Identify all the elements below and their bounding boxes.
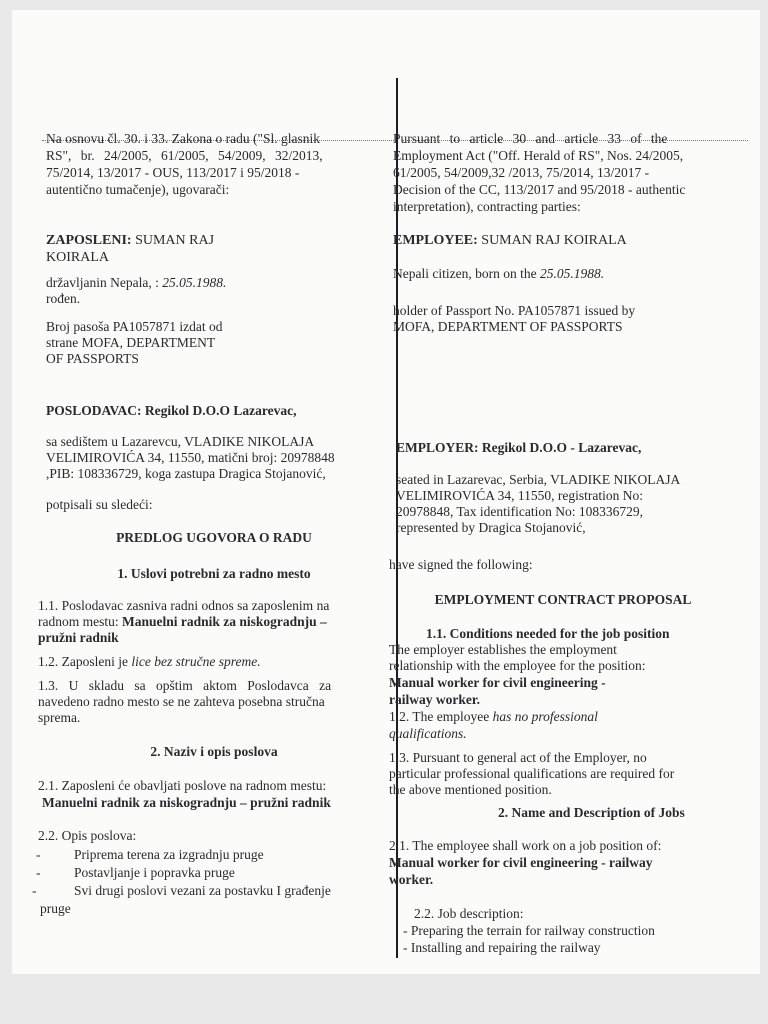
left-employer-address-3: ,PIB: 108336729, koga zastupa Dragica Stojanović, (46, 466, 326, 481)
right-s1-3-line-2: particular professional qualifications are required for (389, 766, 675, 781)
left-citizen-prefix: državljanin Nepala, : (46, 275, 163, 290)
left-s1-2-italic: lice bez stručne spreme. (131, 654, 261, 669)
left-birth-date: 25.05.1988. (162, 275, 227, 290)
left-employee-heading (46, 233, 214, 249)
right-s1-3-line-1: 1.3. Pursuant to general act of the Employer, no (389, 750, 647, 765)
left-employer-label: POSLODAVAC: Regikol D.O.O Lazarevac, (46, 403, 297, 418)
left-preamble-line-2: RS", br. 24/2005, 61/2005, 54/2009, 32/2013, (46, 148, 323, 163)
left-task-dash-3: - (32, 883, 37, 898)
right-section-2-title: 2. Name and Description of Jobs (498, 805, 685, 820)
right-employer-label: EMPLOYER: Regikol D.O.O - Lazarevac, (396, 440, 642, 455)
right-s2-1: 2.1. The employee shall work on a job position of: (389, 838, 662, 853)
left-s1-2-prefix: 1.2. Zaposleni je (38, 654, 132, 669)
left-s1-3-line-2: navedeno radno mesto se ne zahteva posebna stručna (38, 694, 325, 709)
left-s1-2 (38, 654, 261, 670)
left-signed: potpisali su sledeći: (46, 497, 153, 512)
right-contract-title: EMPLOYMENT CONTRACT PROPOSAL (434, 592, 692, 607)
left-s2-1-job: Manuelni radnik za niskogradnju – pružni radnik (42, 795, 331, 810)
right-s2-2: 2.2. Job description: (414, 906, 524, 921)
right-birth-date: 25.05.1988. (539, 266, 605, 281)
right-s1-2 (389, 709, 598, 725)
right-preamble-line-3: 61/2005, 54/2009,32 /2013, 75/2014, 13/2017 - (393, 165, 650, 180)
left-citizen-line (46, 275, 226, 291)
right-s1-1-job-1: Manual worker for civil engineering - (389, 675, 606, 690)
left-s1-1-line-2 (38, 614, 327, 630)
left-passport-line-3: OF PASSPORTS (46, 351, 139, 366)
left-s1-1-prefix: radnom mestu: (38, 614, 122, 629)
left-s1-1-job: Manuelni radnik za niskogradnju – (122, 614, 327, 629)
left-s2-2: 2.2. Opis poslova: (38, 828, 137, 843)
left-s2-1: 2.1. Zaposleni će obavljati poslove na radnom mestu: (38, 778, 327, 793)
right-employer-address-2: VELIMIROVIĆA 34, 11550, registration No: (396, 488, 643, 503)
left-contract-title: PREDLOG UGOVORA O RADU (116, 530, 312, 545)
right-employer-address-4: represented by Dragica Stojanović, (396, 520, 586, 535)
right-employee-name: SUMAN RAJ KOIRALA (481, 233, 627, 248)
left-task-2: Postavljanje i popravka pruge (74, 865, 235, 880)
right-s1-3-line-3: the above mentioned position. (389, 782, 552, 797)
right-passport-line-2: MOFA, DEPARTMENT OF PASSPORTS (393, 319, 623, 334)
right-passport-line-1: holder of Passport No. PA1057871 issued by (393, 303, 636, 318)
left-passport-line-1: Broj pasoša PA1057871 izdat od (46, 319, 223, 334)
right-s2-1-job-1: Manual worker for civil engineering - railway (389, 855, 653, 870)
right-s1-2-prefix: 1.2. The employee (389, 709, 493, 724)
left-section-1-title: 1. Uslovi potrebni za radno mesto (117, 566, 311, 581)
left-born: rođen. (46, 291, 81, 306)
left-task-dash-1: - (36, 847, 41, 862)
left-preamble-line-4: autentično tumačenje), ugovarači: (46, 182, 230, 197)
right-preamble-line-5: interpretation), contracting parties: (393, 199, 581, 214)
right-s1-2-cont: qualifications. (389, 726, 467, 741)
left-task-1: Priprema terena za izgradnju pruge (74, 847, 264, 862)
right-employer-address-3: 20978848, Tax identification No: 108336729, (396, 504, 644, 519)
right-s1-2-italic: has no professional (492, 709, 598, 724)
right-preamble-line-2: Employment Act ("Off. Herald of RS", Nos. 24/2005, (393, 148, 684, 163)
right-preamble-line-4: Decision of the CC, 113/2017 and 95/2018 - authentic (393, 182, 686, 197)
left-passport-line-2: strane MOFA, DEPARTMENT (46, 335, 216, 350)
left-s1-3-line-3: sprema. (38, 710, 81, 725)
left-task-dash-2: - (36, 865, 41, 880)
right-citizen-line (393, 266, 604, 282)
left-employee-name-2: KOIRALA (46, 250, 109, 265)
left-s1-1-job-cont: pružni radnik (38, 630, 119, 645)
right-employee-heading (393, 233, 627, 249)
left-preamble-line-3: 75/2014, 13/2017 - OUS, 113/2017 i 95/2018 - (46, 165, 300, 180)
left-s1-3-line-1: 1.3. U skladu sa opštim aktom Poslodavca za (38, 678, 332, 693)
left-employee-name-1: SUMAN RAJ (135, 233, 215, 248)
left-section-2-title: 2. Naziv i opis poslova (150, 744, 278, 759)
right-s1-1-title: 1.1. Conditions needed for the job position (426, 626, 670, 641)
right-task-1: - Preparing the terrain for railway construction (403, 923, 655, 938)
right-employee-label: EMPLOYEE: (393, 233, 478, 248)
right-s1-1-line-2: relationship with the employee for the position: (389, 658, 646, 673)
right-employer-address-1: seated in Lazarevac, Serbia, VLADIKE NIKOLAJA (396, 472, 681, 487)
left-employer-address-1: sa sedištem u Lazarevcu, VLADIKE NIKOLAJA (46, 434, 315, 449)
right-s1-1-job-2: railway worker. (389, 692, 480, 707)
right-task-2: - Installing and repairing the railway (403, 940, 601, 955)
left-task-3-cont: pruge (40, 901, 71, 916)
right-citizen-prefix: Nepali citizen, born on the (393, 266, 540, 281)
left-task-3: Svi drugi poslovi vezani za postavku I građenje (74, 883, 331, 898)
right-s2-1-job-2: worker. (389, 872, 434, 887)
right-signed: have signed the following: (389, 557, 533, 572)
right-s1-1-line-1: The employer establishes the employment (389, 642, 617, 657)
left-employee-label: ZAPOSLENI: (46, 233, 132, 248)
left-s1-1-line-1: 1.1. Poslodavac zasniva radni odnos sa zaposlenim na (38, 598, 330, 613)
left-employer-address-2: VELIMIROVIĆA 34, 11550, matični broj: 20978848 (46, 450, 335, 465)
left-preamble-line-1: Na osnovu čl. 30. i 33. Zakona o radu ("Sl. glasnik (46, 131, 320, 146)
right-preamble-line-1: Pursuant to article 30 and article 33 of the (393, 131, 668, 146)
